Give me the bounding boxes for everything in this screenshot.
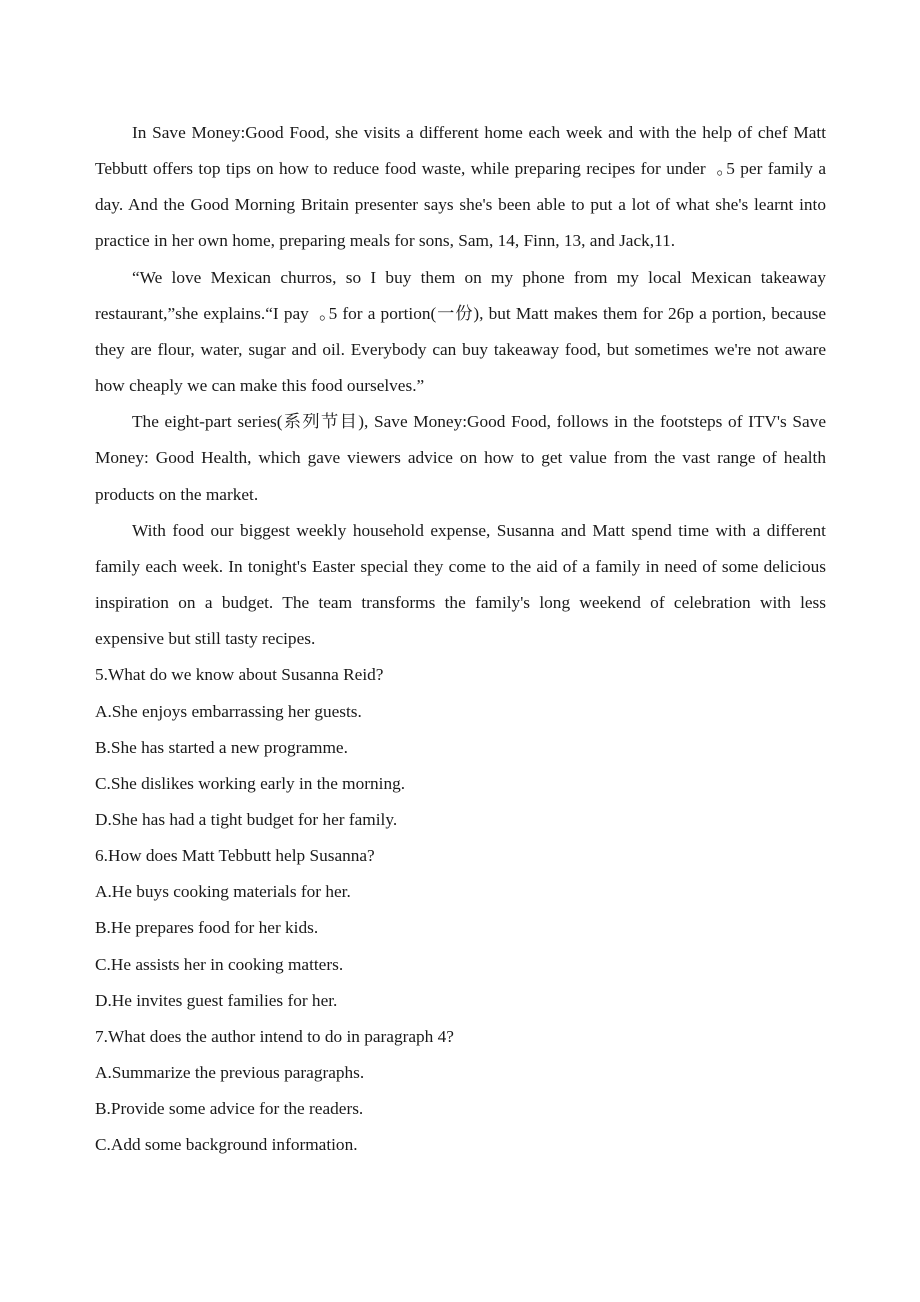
answer-option-a: A.He buys cooking materials for her.	[95, 882, 351, 902]
passage-paragraph-3: The eight-part series(系列节目), Save Money:Good Food, follows in the footsteps of ITV's Save Money: Good Health, which gave viewers advice on how to get value from the vast range of health products on the market.	[95, 412, 826, 504]
passage-paragraph-2: “We love Mexican churros, so I buy them on my phone from my local Mexican takeaway restaurant,”she explains.“I pay ｡5 for a portion(一份), but Matt makes them for 26p a portion, because they are flour, water, sugar and oil. Everybody can buy takeaway food, but sometimes we're not aware how cheaply we can make this food ourselves.”	[95, 267, 826, 396]
reading-passage	[95, 115, 826, 657]
answer-option-a: A.She enjoys embarrassing her guests.	[95, 701, 362, 721]
answer-option-b: B.He prepares food for her kids.	[95, 918, 319, 938]
passage-paragraph-1: In Save Money:Good Food, she visits a different home each week and with the help of chef Matt Tebbutt offers top tips on how to reduce food waste, while preparing recipes for under ｡5 per family a day. And the Good Morning Britain presenter says she's been able to put a lot of what she's learnt into practice in her own home, preparing meals for sons, Sam, 14, Finn, 13, and Jack,11.	[95, 123, 826, 251]
question-stem: 7.What does the author intend to do in paragraph 4?	[95, 1026, 454, 1046]
answer-option-a: A.Summarize the previous paragraphs.	[95, 1063, 365, 1083]
question-stem: 6.How does Matt Tebbutt help Susanna?	[95, 846, 375, 866]
question-5	[95, 657, 826, 838]
answer-option-c: C.He assists her in cooking matters.	[95, 954, 344, 974]
question-stem: 5.What do we know about Susanna Reid?	[95, 665, 384, 685]
passage-paragraph-4: With food our biggest weekly household expense, Susanna and Matt spend time with a different family each week. In tonight's Easter special they come to the aid of a family in need of some delicious inspiration on a budget. The team transforms the family's long weekend of celebration with less expensive but still tasty recipes.	[95, 520, 826, 649]
answer-option-c: C.She dislikes working early in the morning.	[95, 773, 406, 793]
answer-option-b: B.Provide some advice for the readers.	[95, 1099, 364, 1119]
answer-option-c: C.Add some background information.	[95, 1135, 358, 1155]
document-page	[95, 115, 826, 1164]
question-7	[95, 1019, 826, 1164]
question-6	[95, 838, 826, 1019]
answer-option-b: B.She has started a new programme.	[95, 737, 348, 757]
answer-option-d: D.He invites guest families for her.	[95, 990, 338, 1010]
answer-option-d: D.She has had a tight budget for her family.	[95, 809, 398, 829]
